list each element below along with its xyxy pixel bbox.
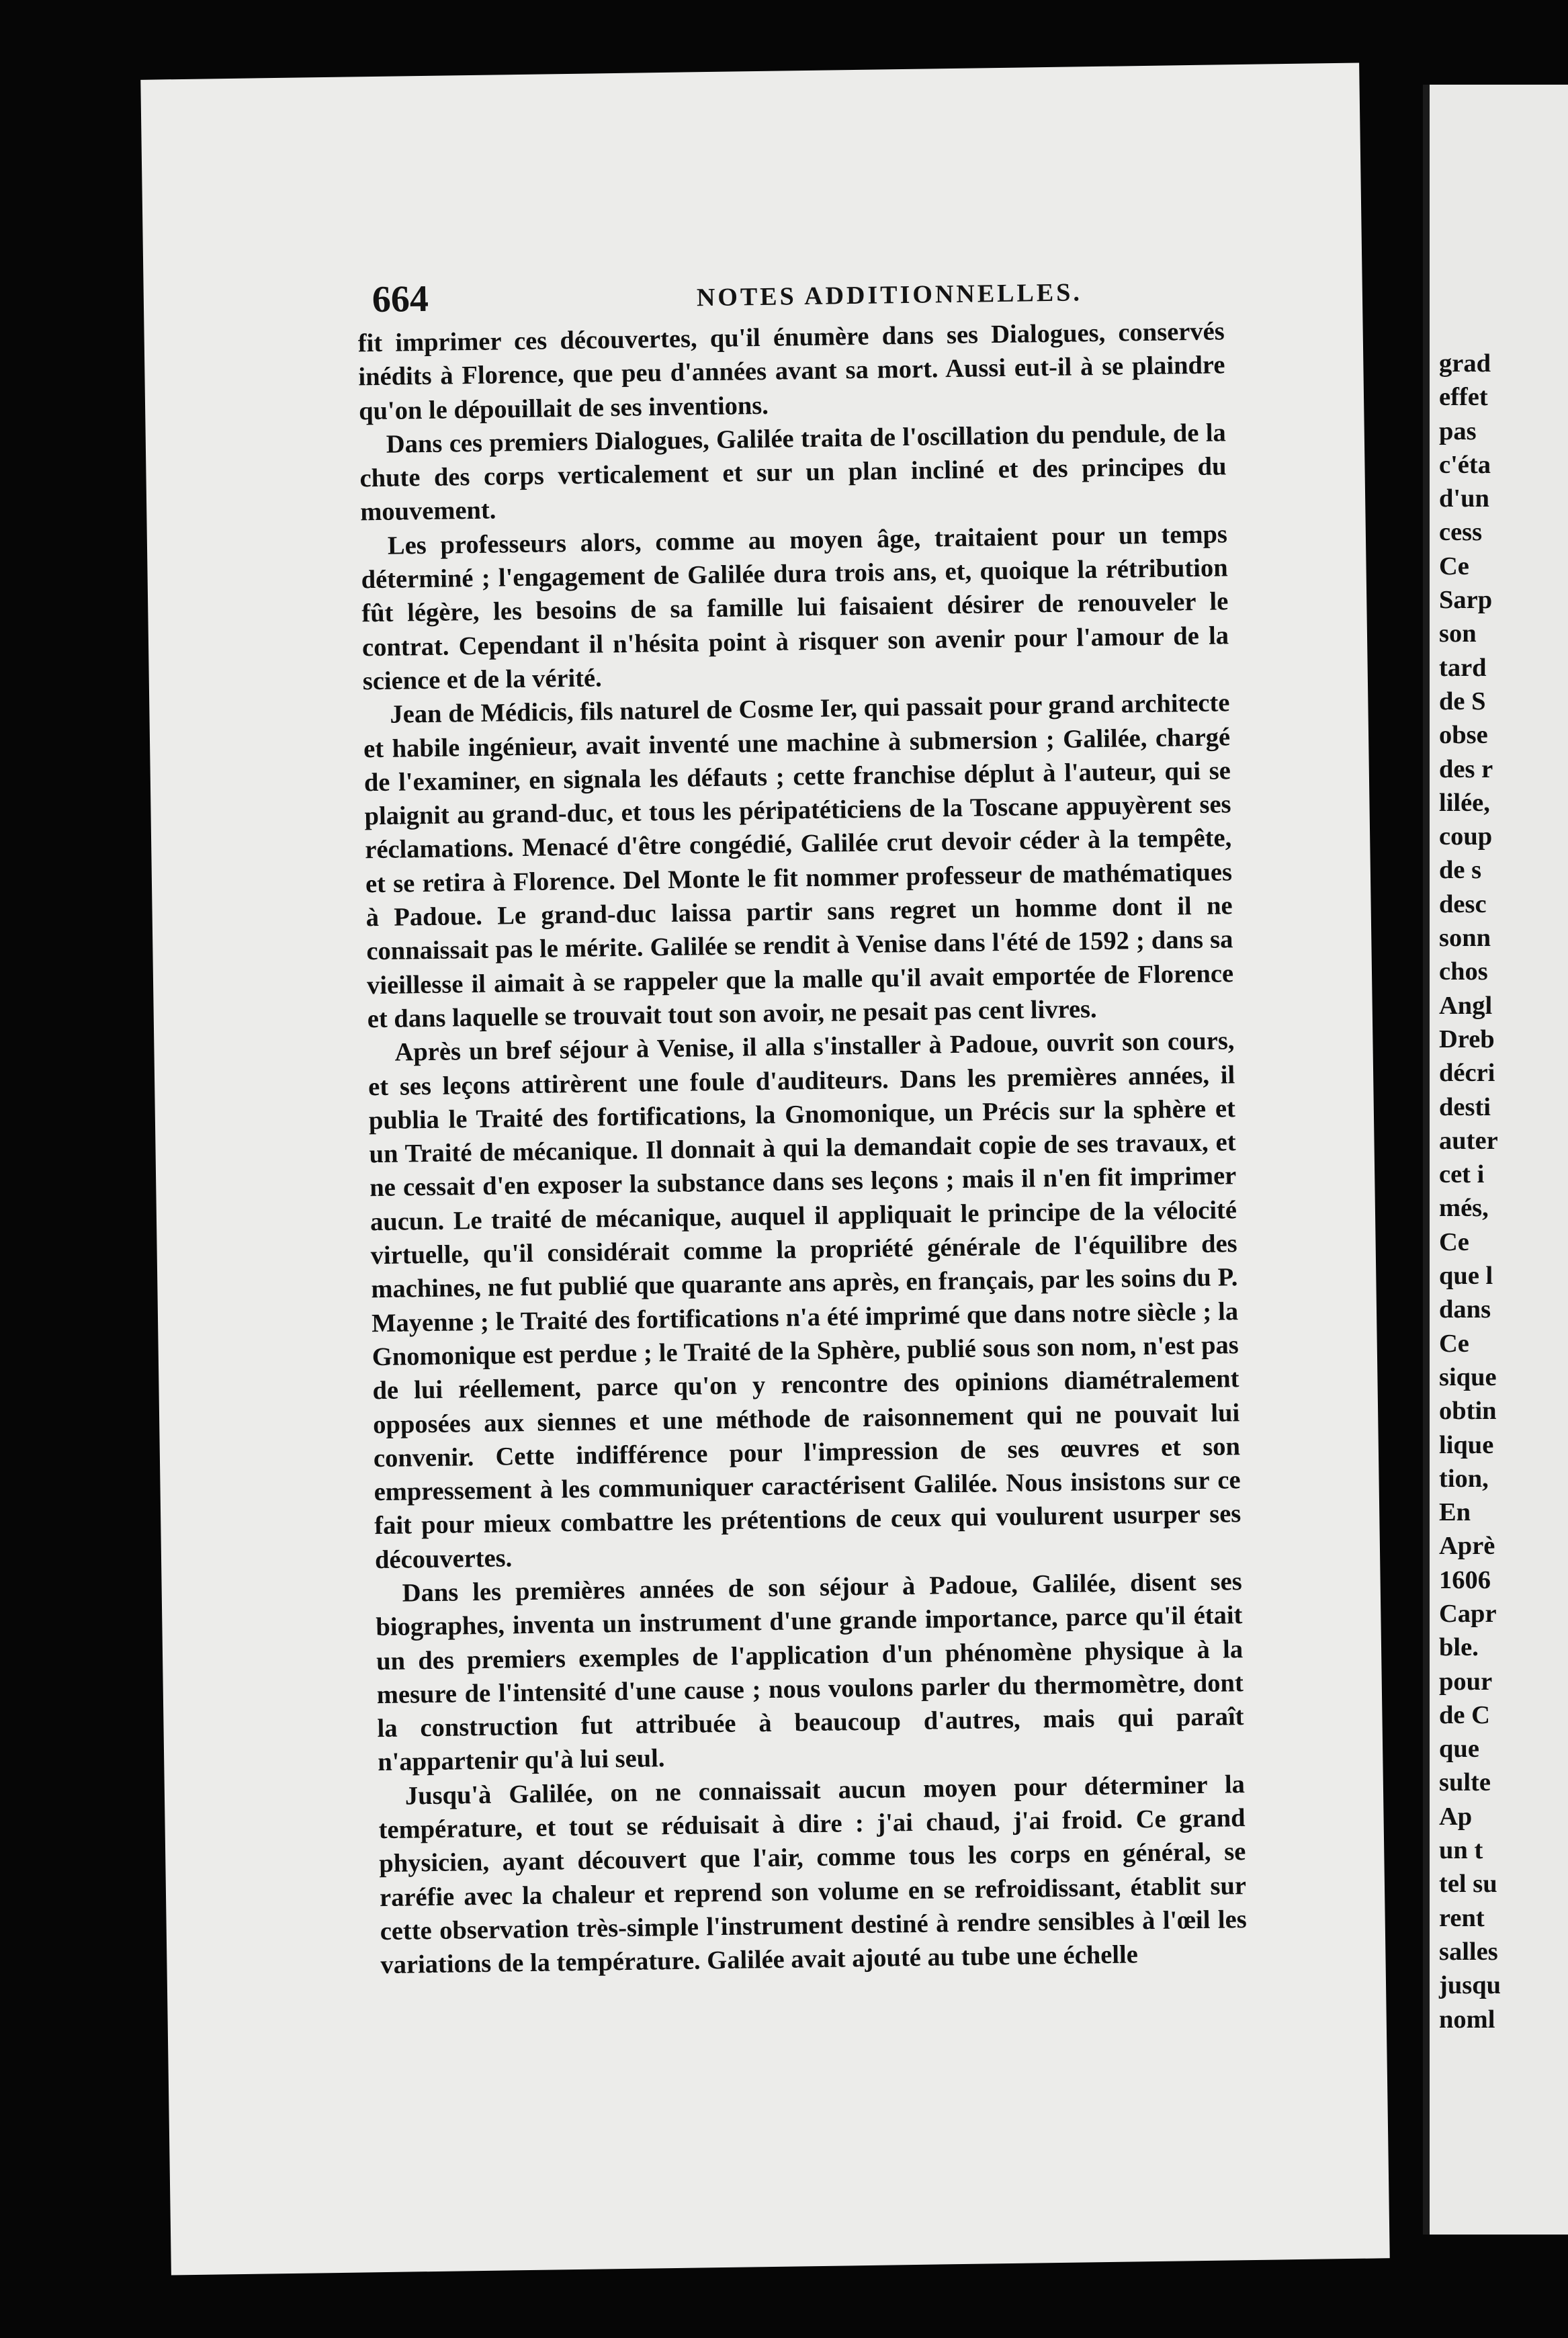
facing-page-line: tard [1439,653,1487,682]
facing-page-line: d'un [1439,484,1489,513]
facing-page-line: c'éta [1439,450,1491,479]
book-page [140,62,1389,2275]
paragraph: Dans les premières années de son séjour à Padoue, Galilée, disent ses biographes, inventa un instrument d'une grande importance, parce qu'il était un des premiers exemples de l'application d'un phénomène physique à la mesure de l'intensité d'une cause ; nous voulons parler du thermomètre, dont la construction fut attribuée à beaucoup d'autres, mais qui paraît n'appartenir qu'à lui seul. [376,1567,1244,1777]
paragraph: Après un bref séjour à Venise, il alla s'installer à Padoue, ouvrit son cours, et ses leçons attirèrent une foule d'auditeurs. Dans les premières années, il publia le Traité des fortifications, la Gnomonique, un Précis sur la sphère et un Traité de mécanique. Il donnait à qui la demandait copie de ses travaux, et ne cessait d'en exposer la substance dans ses leçons ; mais il n'en fit imprimer aucun. Le traité de mécanique, auquel il appliquait le principe de la vélocité virtuelle, qu'il considérait comme la propriété générale de l'équilibre des machines, ne fut publié que quarante ans après, en français, par les soins du P. Mayenne ; le Traité des fortifications n'a été imprimé que dans notre siècle ; la Gnomonique est perdue ; le Traité de la Sphère, publié sous son nom, n'est pas de lui réellement, parce qu'on y rencontre des opinions diamétralement opposées aux siennes et une méthode de raisonnement qui ne pouvait lui convenir. Cette indifférence pour l'impression de ses œuvres et son empressement à les communiquer caractérisent Galilée. Nous insistons sur ce fait pour mieux combattre les prétentions de ceux qui voulurent usurper ses découvertes. [367,1027,1242,1574]
facing-page-line: sonn [1439,924,1491,953]
facing-page-line: 1606 [1439,1565,1491,1594]
facing-page-line: de s [1439,856,1482,885]
facing-page-line: tel su [1439,1870,1497,1899]
facing-page-line: Dreb [1439,1025,1495,1053]
running-title: NOTES ADDITIONNELLES. [696,278,1083,312]
facing-page-line: Ce [1439,552,1469,580]
facing-page-line: effet [1439,383,1488,412]
facing-page-line: pas [1439,417,1477,445]
facing-page-line: que l [1439,1262,1493,1291]
facing-page-line: En [1439,1498,1471,1527]
facing-page-line: Sarp [1439,586,1493,615]
facing-page-line: Ap [1439,1802,1473,1831]
facing-page-line: sique [1439,1362,1497,1391]
facing-page-line: décri [1439,1059,1495,1088]
paragraph: Jusqu'à Galilée, on ne connaissait aucun moyen pour déterminer la température, et tout se réduisait à dire : j'ai chaud, j'ai froid. Ce grand physicien, ayant découvert que l'air, comme tous les corps en général, se raréfie avec la chaleur et reprend son volume en se refroidissant, établit sur cette observation très-simple l'instrument destiné à rendre sensibles à l'œil les variations de la température. Galilée avait ajouté au tube une échelle [378,1770,1247,1980]
facing-page-line: de C [1439,1700,1490,1729]
facing-page-line: Aprè [1439,1532,1495,1561]
paragraph: Dans ces premiers Dialogues, Galilée traita de l'oscillation du pendule, de la chute des corps verticalement et sur un plan incliné et des principes du mouvement. [359,419,1227,527]
facing-page-line: desti [1439,1092,1491,1121]
facing-page-line: chos [1439,957,1488,986]
facing-page-line: grad [1439,349,1491,378]
facing-page-line: rent [1439,1903,1485,1932]
facing-page-line: més, [1439,1194,1489,1223]
facing-page-line: Ce [1439,1227,1469,1256]
facing-page-line: ble. [1439,1633,1479,1662]
facing-page-line: Ce [1439,1329,1469,1358]
facing-page-line: pour [1439,1667,1493,1696]
facing-page-line: desc [1439,890,1487,918]
facing-page-line: que [1439,1735,1479,1764]
facing-page-line: auter [1439,1126,1498,1155]
facing-page-line: un t [1439,1836,1483,1865]
paragraph: Les professeurs alors, comme au moyen âge, traitaient pour un temps déterminé ; l'engagement de Galilée dura trois ans, et, quoique la rétribution fût légère, les besoins de sa famille lui faisaient désirer de renouveler le contrat. Cependant il n'hésita point à risquer son avenir pour l'amour de la science et de la vérité. [361,520,1229,696]
facing-page-line: obtin [1439,1397,1497,1426]
facing-page-line: tion, [1439,1464,1489,1493]
facing-page-line: de S [1439,687,1486,716]
facing-page-fragments [1439,347,1501,2036]
facing-page-line: obse [1439,721,1488,750]
facing-page-line: lilée, [1439,788,1490,817]
facing-page-line: jusqu [1439,1971,1501,2000]
body-text [357,314,1247,1982]
facing-page-line: noml [1439,2005,1495,2034]
facing-page-line: coup [1439,822,1493,851]
facing-page-edge [1423,85,1568,2235]
facing-page-line: Angl [1439,991,1493,1020]
facing-page-line: cet i [1439,1160,1485,1189]
paragraph: fit imprimer ces découvertes, qu'il énumère dans ses Dialogues, conservés inédits à Florence, que peu d'années avant sa mort. Aussi eut-il à se plaindre qu'on le dépouillait de ses inventions. [357,317,1225,425]
facing-page-line: lique [1439,1430,1494,1459]
facing-page-line: son [1439,619,1477,648]
facing-page-line: Capr [1439,1599,1497,1628]
facing-page-line: cess [1439,518,1483,547]
paragraph: Jean de Médicis, fils naturel de Cosme Ier, qui passait pour grand architecte et habile ingénieur, avait inventé une machine à submersion ; Galilée, chargé de l'examiner, en signala les défauts ; cette franchise déplut à l'auteur, qui se plaignit au grand-duc, et tous les péripatéticiens de la Toscane appuyèrent ses réclamations. Menacé d'être congédié, Galilée crut devoir céder à la tempête, et se retira à Florence. Del Monte le fit nommer professeur de mathématiques à Padoue. Le grand-duc laissa partir sans regret un homme dont il ne connaissait pas le mérite. Galilée se rendit à Venise dans l'été de 1592 ; dans sa vieillesse il aimait à se rappeler que la malle qu'il avait emportée de Florence et dans laquelle se trouvait tout son avoir, ne pesait pas cent livres. [363,689,1234,1034]
facing-page-line: des r [1439,754,1493,783]
facing-page-line: salles [1439,1937,1498,1966]
facing-page-line: sulte [1439,1768,1491,1797]
facing-page-line: dans [1439,1295,1491,1324]
page-number: 664 [372,277,429,321]
